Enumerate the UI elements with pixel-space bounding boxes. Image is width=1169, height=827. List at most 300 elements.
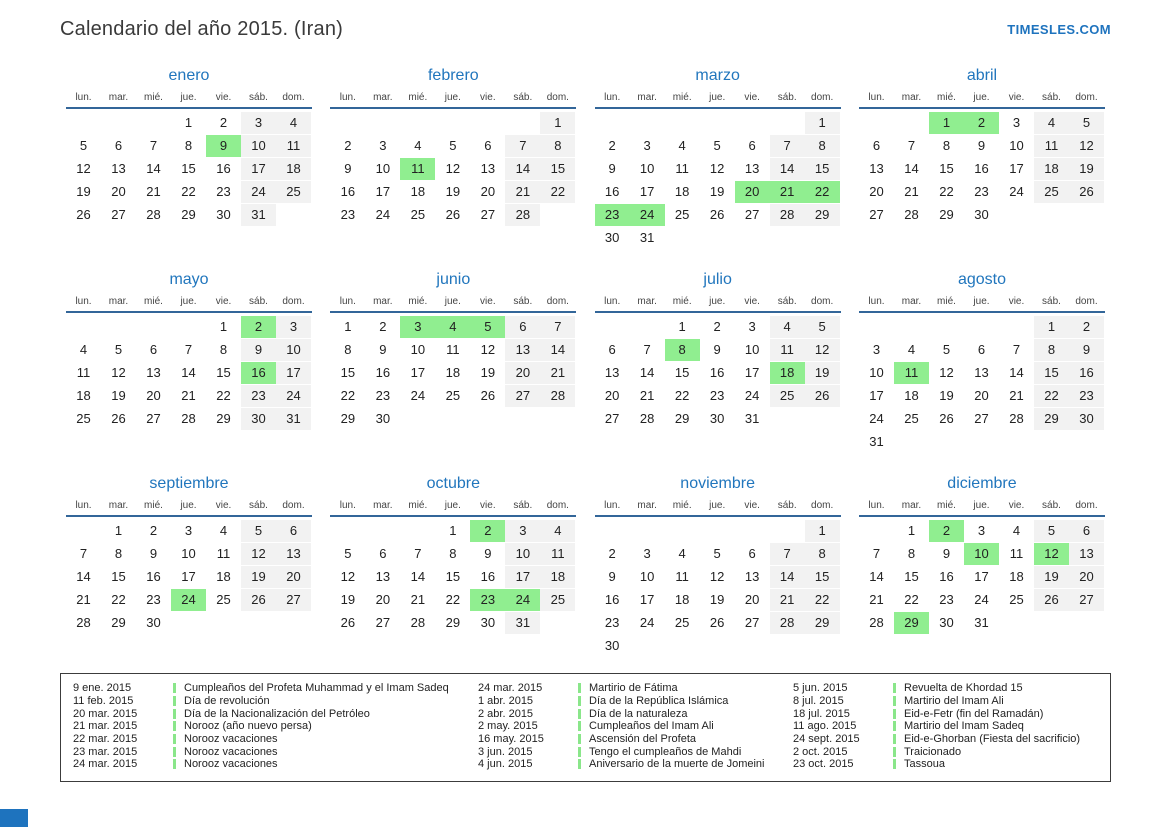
legend-label: Ascensión del Profeta xyxy=(589,733,697,746)
day-cell: 1 xyxy=(344,319,352,334)
day-cell: 17 xyxy=(1009,161,1024,176)
weekend-day-cell: 25 xyxy=(276,181,311,203)
weekday-label: lun. xyxy=(339,296,356,307)
day-cell: 24 xyxy=(1009,184,1024,199)
day-cell: 20 xyxy=(111,184,126,199)
weekday-label: vie. xyxy=(744,500,760,511)
day-cell: 4 xyxy=(678,546,686,561)
day-cell: 10 xyxy=(1009,138,1024,153)
weekend-day-cell: 28 xyxy=(505,204,540,226)
holiday-day-cell: 11 xyxy=(400,158,435,180)
days-grid xyxy=(66,112,312,226)
day-cell: 4 xyxy=(907,342,916,357)
holiday-day-cell: 4 xyxy=(435,316,470,338)
weekday-label: jue. xyxy=(180,296,197,307)
legend-item xyxy=(478,707,793,720)
weekend-day-cell: 5 xyxy=(1034,520,1069,542)
holiday-legend xyxy=(60,673,1111,782)
day-cell: 19 xyxy=(340,592,356,607)
empty-cell xyxy=(101,316,136,338)
day-cell: 29 xyxy=(111,615,126,630)
day-cell: 15 xyxy=(445,569,461,584)
day-cell: 18 xyxy=(445,365,461,380)
weekend-day-cell: 12 xyxy=(241,543,276,565)
days-grid xyxy=(595,316,841,430)
day-cell: 25 xyxy=(904,411,919,426)
weekday-label: sáb. xyxy=(777,92,797,103)
weekday-label: sáb. xyxy=(513,296,533,307)
day-cell: 22 xyxy=(340,388,356,403)
weekday-header xyxy=(595,296,841,313)
weekend-day-cell: 1 xyxy=(805,520,840,542)
weekday-label: sáb. xyxy=(1042,500,1061,511)
legend-column-3 xyxy=(793,682,1100,771)
empty-cell xyxy=(66,520,101,542)
weekday-label: mié. xyxy=(408,92,428,103)
day-cell: 22 xyxy=(939,184,954,199)
weekday-label: vie. xyxy=(1008,92,1025,103)
day-cell: 7 xyxy=(643,342,651,357)
day-cell: 31 xyxy=(974,615,989,630)
weekday-label: jue. xyxy=(709,500,726,511)
day-cell: 4 xyxy=(414,138,422,153)
day-cell: 6 xyxy=(872,138,881,153)
weekday-label: mié. xyxy=(672,92,692,103)
weekday-label: mié. xyxy=(408,296,428,307)
legend-item xyxy=(73,707,478,720)
day-cell: 26 xyxy=(340,615,356,630)
month-title: marzo xyxy=(695,67,740,84)
weekend-day-cell: 4 xyxy=(770,316,805,338)
weekend-day-cell: 12 xyxy=(1069,135,1104,157)
legend-label: Traicionado xyxy=(904,745,962,758)
weekday-label: mié. xyxy=(937,296,956,307)
weekend-day-cell: 5 xyxy=(1069,112,1104,134)
days-grid xyxy=(330,316,576,430)
weekend-day-cell: 24 xyxy=(241,181,276,203)
empty-cell xyxy=(665,112,700,134)
empty-cell xyxy=(630,520,665,542)
weekday-label: lun. xyxy=(604,500,621,511)
day-cell: 7 xyxy=(149,138,158,153)
day-cell: 18 xyxy=(76,388,91,403)
holiday-day-cell: 20 xyxy=(735,181,770,203)
empty-cell xyxy=(859,316,894,338)
day-cell: 9 xyxy=(608,161,616,176)
day-cell: 10 xyxy=(181,546,196,561)
weekday-label: dom. xyxy=(1075,92,1098,103)
weekday-header xyxy=(595,500,841,517)
day-cell: 21 xyxy=(639,388,655,403)
day-cell: 17 xyxy=(639,592,655,607)
weekend-day-cell: 31 xyxy=(276,408,311,430)
weekend-day-cell: 25 xyxy=(770,385,805,407)
day-cell: 25 xyxy=(445,388,461,403)
day-cell: 7 xyxy=(907,138,916,153)
legend-marker-bar xyxy=(173,721,176,731)
day-cell: 2 xyxy=(608,138,616,153)
day-cell: 9 xyxy=(977,138,986,153)
day-cell: 8 xyxy=(114,546,123,561)
legend-marker-bar xyxy=(893,709,896,719)
day-cell: 5 xyxy=(942,342,951,357)
day-cell: 11 xyxy=(216,546,231,561)
calendar-months xyxy=(66,67,1105,657)
weekend-day-cell: 10 xyxy=(276,339,311,361)
day-cell: 6 xyxy=(149,342,158,357)
weekday-label: mar. xyxy=(108,500,129,511)
empty-cell xyxy=(171,316,206,338)
legend-item xyxy=(478,720,793,733)
weekend-day-cell: 18 xyxy=(540,566,575,588)
legend-date: 18 jul. 2015 xyxy=(793,707,850,720)
day-cell: 27 xyxy=(604,411,620,426)
weekend-day-cell: 9 xyxy=(1069,339,1104,361)
day-cell: 30 xyxy=(974,207,989,222)
weekend-day-cell: 27 xyxy=(505,385,540,407)
day-cell: 27 xyxy=(869,207,884,222)
legend-date: 2 abr. 2015 xyxy=(478,707,534,720)
legend-label: Día de la República Islámica xyxy=(589,695,729,708)
legend-date: 4 jun. 2015 xyxy=(478,758,533,771)
weekday-label: vie. xyxy=(215,296,232,307)
day-cell: 3 xyxy=(643,138,651,153)
legend-marker-bar xyxy=(578,683,581,693)
empty-cell xyxy=(630,112,665,134)
empty-cell xyxy=(595,112,630,134)
weekend-day-cell: 11 xyxy=(276,135,311,157)
days-grid xyxy=(66,316,312,430)
weekday-label: dom. xyxy=(546,500,569,511)
empty-cell xyxy=(400,112,435,134)
empty-cell xyxy=(929,316,964,338)
weekend-day-cell: 31 xyxy=(505,612,540,634)
day-cell: 9 xyxy=(149,546,158,561)
weekend-day-cell: 1 xyxy=(540,112,575,134)
weekday-label: vie. xyxy=(480,296,496,307)
day-cell: 17 xyxy=(869,388,884,403)
weekday-label: mar. xyxy=(637,296,657,307)
weekend-day-cell: 26 xyxy=(1034,589,1069,611)
day-cell: 6 xyxy=(379,546,387,561)
day-cell: 13 xyxy=(869,161,884,176)
day-cell: 15 xyxy=(939,161,954,176)
day-cell: 27 xyxy=(146,411,161,426)
legend-item xyxy=(73,695,478,708)
weekday-label: jue. xyxy=(180,500,197,511)
day-cell: 26 xyxy=(939,411,954,426)
day-cell: 28 xyxy=(904,207,919,222)
weekday-label: sáb. xyxy=(777,500,797,511)
month-title: octubre xyxy=(426,475,481,492)
day-cell: 7 xyxy=(872,546,881,561)
holiday-day-cell: 23 xyxy=(470,589,505,611)
weekday-header xyxy=(66,92,312,109)
day-cell: 10 xyxy=(744,342,760,357)
holiday-day-cell: 3 xyxy=(400,316,435,338)
day-cell: 12 xyxy=(340,569,356,584)
legend-item xyxy=(793,720,1100,733)
day-cell: 17 xyxy=(181,569,196,584)
day-cell: 25 xyxy=(674,615,690,630)
day-cell: 9 xyxy=(942,546,951,561)
day-cell: 19 xyxy=(111,388,126,403)
legend-label: Norooz vacaciones xyxy=(184,745,278,758)
day-cell: 31 xyxy=(869,434,884,449)
day-cell: 16 xyxy=(480,569,496,584)
legend-label: Cumpleaños del Imam Ali xyxy=(589,720,714,733)
weekend-day-cell: 25 xyxy=(1034,181,1069,203)
day-cell: 24 xyxy=(744,388,760,403)
day-cell: 6 xyxy=(484,138,492,153)
site-link[interactable]: TIMESLES.COM xyxy=(1007,22,1111,37)
weekday-label: mar. xyxy=(108,92,129,103)
day-cell: 3 xyxy=(872,342,881,357)
legend-date: 11 ago. 2015 xyxy=(793,720,857,733)
day-cell: 3 xyxy=(977,523,986,538)
weekend-day-cell: 26 xyxy=(1069,181,1104,203)
weekend-day-cell: 8 xyxy=(805,135,840,157)
day-cell: 14 xyxy=(181,365,196,380)
weekday-label: jue. xyxy=(973,92,990,103)
day-cell: 15 xyxy=(674,365,690,380)
day-cell: 10 xyxy=(639,161,655,176)
day-cell: 7 xyxy=(1012,342,1021,357)
weekend-day-cell: 4 xyxy=(540,520,575,542)
weekend-day-cell: 29 xyxy=(1034,408,1069,430)
weekend-day-cell: 11 xyxy=(1034,135,1069,157)
day-cell: 27 xyxy=(974,411,989,426)
legend-marker-bar xyxy=(173,734,176,744)
day-cell: 13 xyxy=(974,365,989,380)
holiday-day-cell: 8 xyxy=(665,339,700,361)
holiday-day-cell: 5 xyxy=(470,316,505,338)
day-cell: 3 xyxy=(643,546,651,561)
holiday-day-cell: 24 xyxy=(505,589,540,611)
weekday-label: dom. xyxy=(282,500,305,511)
weekend-day-cell: 4 xyxy=(276,112,311,134)
legend-label: Cumpleaños del Profeta Muhammad y el Imam Sadeq xyxy=(184,682,449,695)
empty-cell xyxy=(136,112,171,134)
weekend-day-cell: 29 xyxy=(805,204,840,226)
weekend-day-cell: 28 xyxy=(770,204,805,226)
day-cell: 2 xyxy=(149,523,158,538)
day-cell: 7 xyxy=(79,546,88,561)
legend-column-1 xyxy=(73,682,478,771)
month-title: noviembre xyxy=(680,475,755,492)
day-cell: 10 xyxy=(869,365,884,380)
empty-cell xyxy=(894,316,929,338)
weekday-header xyxy=(859,296,1105,313)
weekday-label: jue. xyxy=(180,92,197,103)
weekend-day-cell: 8 xyxy=(1034,339,1069,361)
weekday-label: lun. xyxy=(604,92,621,103)
weekend-day-cell: 5 xyxy=(241,520,276,542)
month-title: febrero xyxy=(427,67,479,84)
day-cell: 13 xyxy=(146,365,161,380)
weekend-day-cell: 15 xyxy=(540,158,575,180)
weekday-label: mar. xyxy=(901,296,922,307)
day-cell: 8 xyxy=(942,138,951,153)
legend-date: 8 jul. 2015 xyxy=(793,695,844,708)
day-cell: 18 xyxy=(674,592,690,607)
legend-date: 3 jun. 2015 xyxy=(478,745,533,758)
weekday-label: mié. xyxy=(937,92,956,103)
day-cell: 4 xyxy=(79,342,88,357)
day-cell: 8 xyxy=(344,342,352,357)
holiday-day-cell: 1 xyxy=(929,112,964,134)
weekday-header xyxy=(595,92,841,109)
day-cell: 14 xyxy=(869,569,884,584)
weekend-day-cell: 22 xyxy=(805,589,840,611)
day-cell: 22 xyxy=(216,388,231,403)
weekend-day-cell: 6 xyxy=(276,520,311,542)
legend-marker-bar xyxy=(173,683,176,693)
legend-label: Aniversario de la muerte de Jomeini xyxy=(589,758,765,771)
day-cell: 4 xyxy=(1012,523,1021,538)
weekday-label: mar. xyxy=(373,296,393,307)
weekday-label: sáb. xyxy=(777,296,797,307)
legend-date: 5 jun. 2015 xyxy=(793,682,848,695)
weekday-label: jue. xyxy=(444,500,461,511)
day-cell: 14 xyxy=(410,569,426,584)
day-cell: 23 xyxy=(974,184,989,199)
weekend-day-cell: 8 xyxy=(540,135,575,157)
day-cell: 21 xyxy=(904,184,919,199)
weekend-day-cell: 11 xyxy=(770,339,805,361)
day-cell: 21 xyxy=(410,592,426,607)
holiday-day-cell: 18 xyxy=(770,362,805,384)
legend-marker-bar xyxy=(173,747,176,757)
day-cell: 28 xyxy=(639,411,655,426)
weekend-day-cell: 28 xyxy=(770,612,805,634)
month-julio xyxy=(595,271,841,453)
holiday-day-cell: 11 xyxy=(894,362,929,384)
day-cell: 8 xyxy=(907,546,916,561)
weekend-day-cell: 3 xyxy=(505,520,540,542)
day-cell: 3 xyxy=(748,319,756,334)
day-cell: 22 xyxy=(445,592,461,607)
day-cell: 2 xyxy=(344,138,352,153)
weekend-day-cell: 30 xyxy=(1069,408,1104,430)
day-cell: 24 xyxy=(974,592,989,607)
legend-date: 24 mar. 2015 xyxy=(73,758,138,771)
day-cell: 31 xyxy=(744,411,760,426)
days-grid xyxy=(859,316,1105,453)
legend-date: 1 abr. 2015 xyxy=(478,695,534,708)
day-cell: 2 xyxy=(219,115,228,130)
legend-date: 24 sept. 2015 xyxy=(793,733,860,746)
empty-cell xyxy=(101,112,136,134)
weekday-label: dom. xyxy=(811,296,834,307)
weekend-day-cell: 2 xyxy=(1069,316,1104,338)
weekday-header xyxy=(66,296,312,313)
legend-date: 24 mar. 2015 xyxy=(478,682,543,695)
legend-label: Eid-e-Fetr (fin del Ramadán) xyxy=(904,707,1044,720)
legend-label: Martirio de Fátima xyxy=(589,682,678,695)
weekend-day-cell: 6 xyxy=(1069,520,1104,542)
day-cell: 27 xyxy=(375,615,391,630)
weekday-label: mar. xyxy=(637,92,657,103)
legend-marker-bar xyxy=(578,721,581,731)
month-title: diciembre xyxy=(947,475,1017,492)
weekday-label: jue. xyxy=(973,500,990,511)
day-cell: 20 xyxy=(480,184,496,199)
day-cell: 29 xyxy=(445,615,461,630)
day-cell: 17 xyxy=(410,365,426,380)
day-cell: 22 xyxy=(904,592,919,607)
day-cell: 20 xyxy=(146,388,161,403)
day-cell: 14 xyxy=(146,161,161,176)
day-cell: 13 xyxy=(111,161,126,176)
weekday-label: dom. xyxy=(546,92,569,103)
weekday-label: vie. xyxy=(480,500,496,511)
day-cell: 6 xyxy=(114,138,123,153)
day-cell: 23 xyxy=(216,184,231,199)
legend-label: Día de la naturaleza xyxy=(589,707,688,720)
day-cell: 5 xyxy=(713,138,721,153)
weekday-label: lun. xyxy=(339,500,356,511)
days-grid xyxy=(330,520,576,634)
weekend-day-cell: 25 xyxy=(540,589,575,611)
days-grid xyxy=(595,112,841,249)
legend-date: 23 mar. 2015 xyxy=(73,745,138,758)
day-cell: 10 xyxy=(410,342,426,357)
day-cell: 28 xyxy=(410,615,426,630)
day-cell: 25 xyxy=(216,592,231,607)
day-cell: 21 xyxy=(869,592,884,607)
day-cell: 13 xyxy=(744,161,760,176)
day-cell: 3 xyxy=(1012,115,1021,130)
day-cell: 19 xyxy=(939,388,954,403)
weekend-day-cell: 5 xyxy=(805,316,840,338)
day-cell: 2 xyxy=(608,546,616,561)
empty-cell xyxy=(136,316,171,338)
weekend-day-cell: 20 xyxy=(276,566,311,588)
weekday-label: mar. xyxy=(373,92,393,103)
day-cell: 26 xyxy=(111,411,126,426)
day-cell: 26 xyxy=(445,207,461,222)
day-cell: 23 xyxy=(146,592,161,607)
day-cell: 17 xyxy=(639,184,655,199)
weekend-day-cell: 20 xyxy=(505,362,540,384)
weekend-day-cell: 31 xyxy=(241,204,276,226)
holiday-day-cell: 9 xyxy=(206,135,241,157)
day-cell: 21 xyxy=(1009,388,1024,403)
weekend-day-cell: 15 xyxy=(1034,362,1069,384)
weekday-label: lun. xyxy=(339,92,356,103)
weekday-label: mié. xyxy=(408,500,428,511)
day-cell: 20 xyxy=(604,388,620,403)
weekend-day-cell: 12 xyxy=(805,339,840,361)
day-cell: 15 xyxy=(904,569,919,584)
day-cell: 11 xyxy=(675,569,689,584)
day-cell: 15 xyxy=(111,569,126,584)
weekend-day-cell: 27 xyxy=(1069,589,1104,611)
day-cell: 1 xyxy=(184,115,193,130)
legend-date: 2 may. 2015 xyxy=(478,720,538,733)
legend-marker-bar xyxy=(578,696,581,706)
month-octubre xyxy=(330,475,576,657)
weekday-label: dom. xyxy=(546,296,569,307)
empty-cell xyxy=(435,112,470,134)
weekend-day-cell: 21 xyxy=(540,362,575,384)
weekday-label: vie. xyxy=(215,500,232,511)
weekend-day-cell: 7 xyxy=(770,135,805,157)
legend-date: 2 oct. 2015 xyxy=(793,745,848,758)
legend-item xyxy=(478,733,793,746)
day-cell: 1 xyxy=(907,523,916,538)
